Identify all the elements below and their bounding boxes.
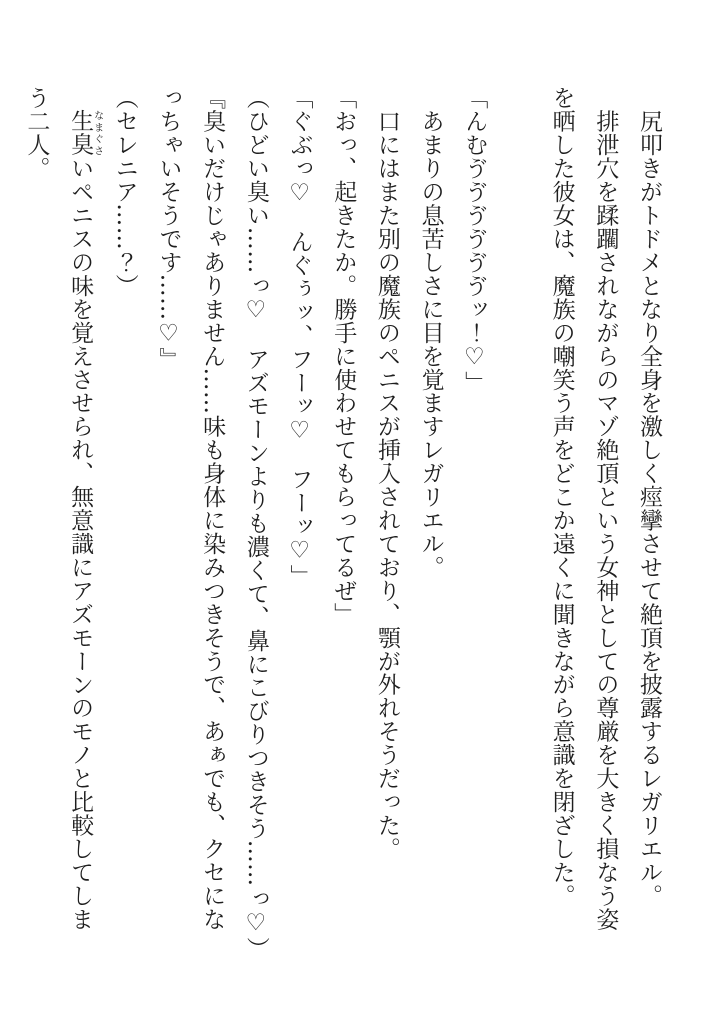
furigana: 生臭なまぐさ	[67, 109, 103, 157]
paragraph-dialogue: 「ぐぶっ♡ んぐぅッ、フーッ♡ フーッ♡」	[286, 86, 313, 588]
paragraph-narration: 尻叩きがトドメとなり全身を激しく痙攣させて絶頂を披露するレガリエル。	[636, 86, 662, 908]
paragraph-narration: 口にはまた別の魔族のペニスが挿入されており、顎が外れそうだった。	[373, 86, 400, 861]
paragraph-dialogue: 「おっ、起きたか。勝手に使わせてもらってるぜ」	[330, 86, 357, 626]
paragraph-dialogue: 「んむゔゔゔゔゔゔッ！♡」	[461, 86, 488, 394]
paragraph-narration: 生臭なまぐさいペニスの味を覚えさせられ、無意識にアズモーンのモノと比較してしま う二人。	[23, 86, 103, 931]
blank-line	[495, 86, 539, 963]
paragraph-narration: あまりの息苦しさに目を覚ますレガリエル。	[417, 86, 444, 579]
paragraph-narration: 排泄穴を蹂躙されながらのマゾ絶頂という女神としての尊厳を大きく損なう姿 を晒した彼女は、魔族の嘲笑う声をどこか遠くに聞きながら意識を閉ざした。	[548, 86, 619, 931]
paragraph-quote: 『臭いだけじゃありません……味も身体に染みつきそうで、あぁでも、クセにな っちゃいそうです……♡』	[155, 86, 226, 931]
paragraph-thought: （セレニア……？）	[111, 86, 138, 298]
paragraph-thought: （ひどい臭い……っ♡ アズモーンよりも濃くて、鼻にこびりつきそう……っ♡）	[242, 86, 269, 961]
